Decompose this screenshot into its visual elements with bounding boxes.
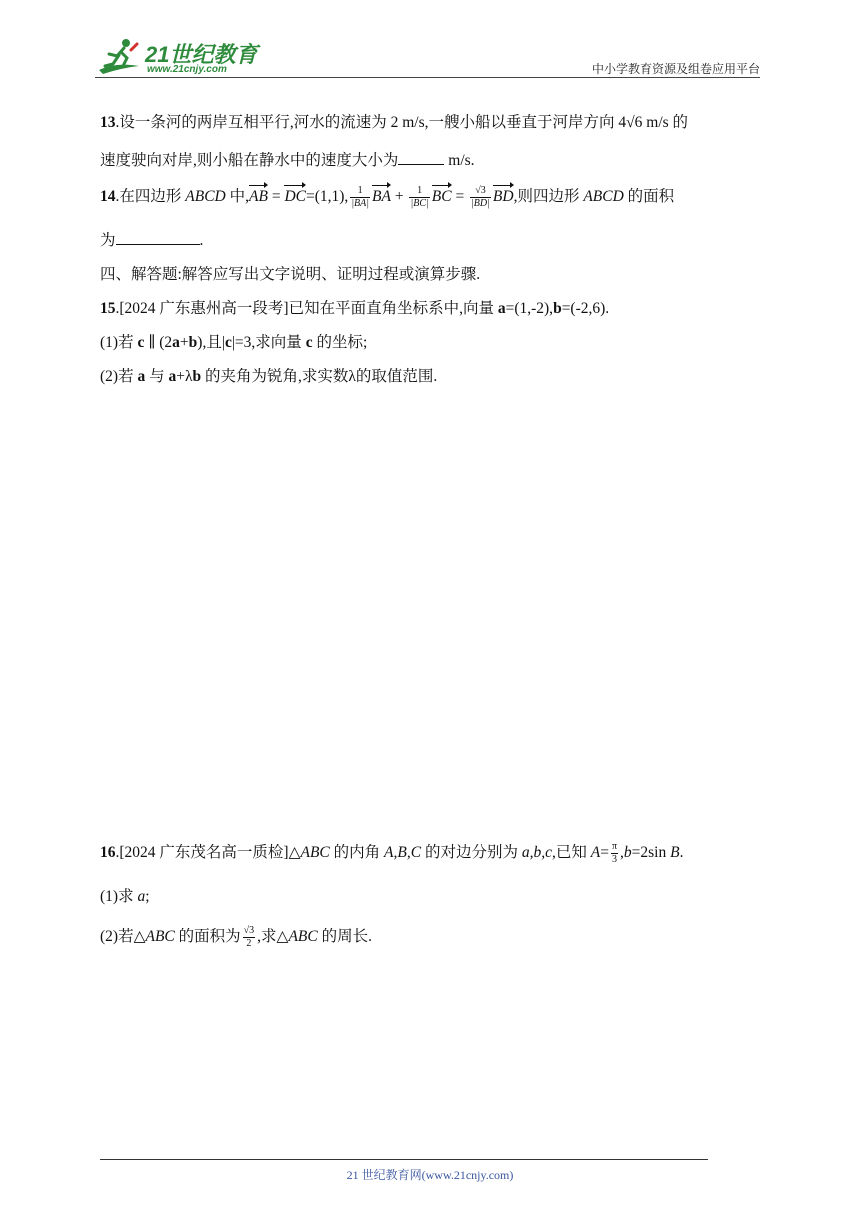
q13-number: 13 bbox=[100, 114, 116, 131]
q14-number: 14 bbox=[100, 188, 116, 205]
q14-text-6: 为 bbox=[100, 232, 116, 249]
frac-sqrt3-bd bbox=[470, 185, 491, 210]
vector-b: b bbox=[192, 368, 202, 385]
q15-p1-text-1: (1)若 bbox=[100, 334, 138, 351]
q16-line1 bbox=[100, 840, 683, 866]
vector-a: a bbox=[497, 300, 506, 317]
side-a: a bbox=[137, 888, 146, 905]
q15-p1-text-2: ∥ (2 bbox=[144, 334, 173, 351]
q14-plus: + bbox=[390, 188, 408, 205]
q16-text-5: =2sin bbox=[631, 844, 671, 861]
q16-part1 bbox=[100, 884, 150, 906]
frac-denominator: 3 bbox=[612, 853, 617, 865]
frac-1-bc bbox=[409, 185, 429, 210]
q15-part1 bbox=[100, 330, 367, 352]
triangle-abc: ABC bbox=[300, 844, 330, 861]
q14-text-1: .在四边形 bbox=[115, 188, 186, 205]
q14-abcd: ABCD bbox=[185, 188, 226, 205]
angles-list: A,B,C bbox=[384, 844, 422, 861]
q16-text-2: 的内角 bbox=[329, 844, 385, 861]
vector-bd: BD bbox=[493, 184, 514, 206]
q16-p2-text-1: (2)若△ bbox=[100, 928, 146, 945]
vector-a: a bbox=[137, 368, 146, 385]
q13-answer-blank[interactable] bbox=[398, 150, 444, 165]
q16-equals: = bbox=[600, 844, 609, 861]
logo-text: 21世纪教育 bbox=[145, 42, 258, 67]
q15-text-1: .[2024 广东惠州高一段考]已知在平面直角坐标系中,向量 bbox=[115, 300, 498, 317]
q16-part2 bbox=[100, 924, 372, 950]
q14-text-5: 的面积 bbox=[623, 188, 675, 205]
q14-equals-2: = bbox=[451, 188, 469, 205]
frac-1-ba bbox=[350, 185, 370, 210]
q13-text-2: 速度驶向对岸,则小船在静水中的速度大小为 bbox=[100, 152, 399, 169]
frac-sqrt3-2 bbox=[243, 925, 256, 950]
vector-c: c bbox=[224, 334, 232, 351]
q15-line1 bbox=[100, 296, 609, 318]
q15-text-2: =(1,-2), bbox=[505, 300, 554, 317]
q14-text-3: =(1,1), bbox=[305, 188, 349, 205]
footer-text[interactable]: 21 世纪教育网(www.21cnjy.com) bbox=[346, 1168, 514, 1182]
q15-p2-text-2: 与 bbox=[145, 368, 169, 385]
frac-denominator: |BD| bbox=[471, 197, 490, 209]
q15-text-3: =(-2,6). bbox=[561, 300, 610, 317]
q13-text-1: .设一条河的两岸互相平行,河水的流速为 2 m/s,一艘小船以垂直于河岸方向 4√6 m/s 的 bbox=[115, 114, 689, 131]
frac-denominator: |BA| bbox=[351, 197, 370, 209]
q15-p2-text-3: +λ bbox=[176, 368, 193, 385]
header-platform-text: 中小学教育资源及组卷应用平台 bbox=[591, 62, 760, 76]
q13-line2 bbox=[100, 148, 475, 170]
q15-p2-text-1: (2)若 bbox=[100, 368, 138, 385]
q14-text-4: ,则四边形 bbox=[513, 188, 584, 205]
logo-url: www.21cnjy.com bbox=[147, 64, 227, 75]
q14-period: . bbox=[199, 232, 204, 249]
vector-c: c bbox=[305, 334, 313, 351]
vector-bc: BC bbox=[432, 184, 452, 206]
frac-numerator: π bbox=[611, 840, 618, 852]
vector-dc: DC bbox=[284, 184, 306, 206]
frac-numerator: √3 bbox=[470, 185, 491, 198]
frac-numerator: 1 bbox=[350, 185, 370, 198]
q16-period: . bbox=[679, 844, 684, 861]
sides-list: a,b,c bbox=[521, 844, 552, 861]
q16-p1-text-1: (1)求 bbox=[100, 888, 138, 905]
vector-b: b bbox=[188, 334, 198, 351]
q14-line1 bbox=[100, 184, 674, 210]
q15-number: 15 bbox=[100, 300, 116, 317]
q13-line1 bbox=[100, 110, 688, 132]
site-logo[interactable] bbox=[95, 36, 265, 78]
vector-c: c bbox=[137, 334, 145, 351]
q16-p2-text-3: ,求△ bbox=[257, 928, 289, 945]
q14-abcd-2: ABCD bbox=[583, 188, 624, 205]
q16-p2-text-4: 的周长. bbox=[317, 928, 373, 945]
frac-pi-3 bbox=[611, 841, 618, 866]
q13-unit: m/s. bbox=[444, 152, 475, 169]
section-heading: 四、解答题:解答应写出文字说明、证明过程或演算步骤. bbox=[100, 266, 481, 283]
q15-p1-text-5: 的坐标; bbox=[312, 334, 368, 351]
triangle-abc: ABC bbox=[145, 928, 175, 945]
q14-text-2: 中, bbox=[225, 188, 249, 205]
triangle-abc: ABC bbox=[288, 928, 318, 945]
q14-equals: = bbox=[267, 188, 285, 205]
page-header bbox=[95, 36, 760, 78]
q16-comma: , bbox=[620, 844, 624, 861]
q16-text-3: 的对边分别为 bbox=[421, 844, 522, 861]
q16-text-1: .[2024 广东茂名高一质检]△ bbox=[115, 844, 301, 861]
header-divider bbox=[95, 77, 760, 78]
q15-part2 bbox=[100, 364, 437, 386]
frac-denominator: |BC| bbox=[410, 197, 429, 209]
q16-p2-text-2: 的面积为 bbox=[174, 928, 241, 945]
side-b: b bbox=[623, 844, 632, 861]
vector-a: a bbox=[172, 334, 180, 351]
angle-a: A bbox=[590, 844, 601, 861]
q15-p2-text-4: 的夹角为锐角,求实数λ的取值范围. bbox=[201, 368, 438, 385]
vector-a: a bbox=[168, 368, 177, 385]
q15-p1-plus: + bbox=[179, 334, 189, 351]
frac-denominator: 2 bbox=[246, 937, 252, 949]
q16-number: 16 bbox=[100, 844, 116, 861]
angle-b: B bbox=[670, 844, 680, 861]
q15-p1-text-4: |=3,求向量 bbox=[231, 334, 306, 351]
frac-numerator: √3 bbox=[243, 924, 255, 936]
runner-logo-icon bbox=[95, 36, 147, 78]
q14-line2 bbox=[100, 228, 203, 250]
q15-p1-text-3: ),且| bbox=[197, 334, 225, 351]
vector-b: b bbox=[553, 300, 562, 317]
q14-answer-blank[interactable] bbox=[116, 230, 200, 245]
q16-p1-text-2: ; bbox=[145, 888, 150, 905]
frac-numerator: 1 bbox=[409, 185, 429, 198]
vector-ba: BA bbox=[372, 184, 391, 206]
footer-divider bbox=[100, 1159, 708, 1160]
q16-text-4: ,已知 bbox=[551, 844, 591, 861]
vector-ab: AB bbox=[249, 184, 268, 206]
